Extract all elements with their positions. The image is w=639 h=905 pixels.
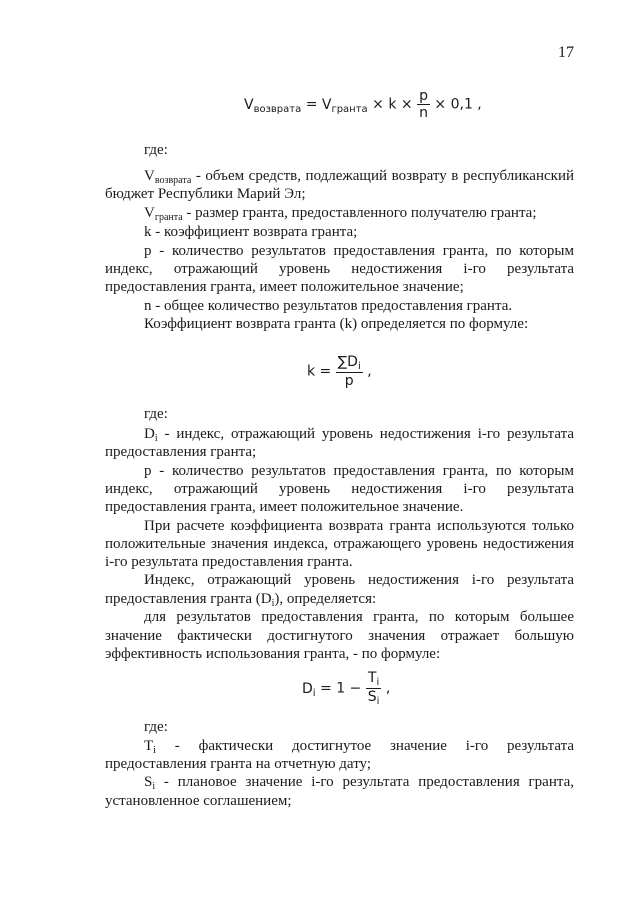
fraction-denominator: $S_i$ <box>367 689 380 707</box>
formula-d-lhs: $D_i$ <box>302 680 316 699</box>
def-p2-line3: предоставления гранта, имеет положительное значение. <box>105 499 464 515</box>
formula-multiplier: × k × <box>372 96 413 113</box>
def-k: k - коэффициент возврата гранта; <box>144 224 358 240</box>
para3-line3: эффективность использования гранта, - по формуле: <box>105 646 441 662</box>
k-intro: Коэффициент возврата гранта (k) определяется по формуле: <box>144 316 529 332</box>
def-s-line1: $S_i$ - плановое значение i-го результата предоставления гранта, <box>144 774 574 792</box>
def-p2-line2: индекс, отражающий уровень недостижения i-го результата <box>105 481 574 497</box>
def-p1-line3: предоставления гранта, имеет положительное значение; <box>105 279 464 295</box>
where-label-1: где: <box>144 142 168 158</box>
para1-line3: i-го результата предоставления гранта. <box>105 554 353 570</box>
formula-v-grant: $V_{гранта}$ <box>321 96 368 115</box>
def-d-line1: $D_i$ - индекс, отражающий уровень недостижения i-го результата <box>144 426 574 444</box>
para1-line2: положительные значения индекса, отражающего уровень недостижения <box>105 536 574 552</box>
equals-sign: = <box>305 96 318 113</box>
para2-line1: Индекс, отражающий уровень недостижения i-го результата <box>144 572 574 588</box>
def-p2-line1: p - количество результатов предоставления гранта, по которым <box>144 463 574 479</box>
fraction-denominator: p <box>336 372 363 389</box>
page-number: 17 <box>558 44 574 61</box>
def-v-grant: $V_{гранта}$ - размер гранта, предоставленного получателю гранта; <box>144 205 537 223</box>
def-v-return-line1: $V_{возврата}$ - объем средств, подлежащий возврату в республиканский <box>144 168 574 186</box>
fraction-denominator: n <box>417 104 430 121</box>
formula-lhs: $V_{возврата}$ <box>244 96 302 115</box>
def-t-line2: предоставления гранта на отчетную дату; <box>105 756 372 772</box>
formula-mid: = 1 − <box>320 680 362 697</box>
formula-k-lhs: k = <box>307 363 332 380</box>
formula-tail: , <box>367 363 372 380</box>
fraction-numerator: p <box>419 88 428 104</box>
para1-line1: При расчете коэффициента возврата гранта используются только <box>144 518 574 534</box>
para3-line2: значение фактически достигнутого значения отражает большую <box>105 628 574 644</box>
def-p1-line1: p - количество результатов предоставления гранта, по которым <box>144 243 574 259</box>
def-p1-line2: индекс, отражающий уровень недостижения i-го результата <box>105 261 574 277</box>
para2-line2: предоставления гранта $(D_i)$, определяется: <box>105 591 377 609</box>
def-s-line2: установленное соглашением; <box>105 793 292 809</box>
fraction-sum-d-over-p <box>336 354 363 389</box>
fraction-p-over-n <box>417 88 430 121</box>
fraction-numerator: $\sum D_i$ <box>337 354 361 372</box>
def-n: n - общее количество результатов предоставления гранта. <box>144 298 513 314</box>
def-v-return-line2: бюджет Республики Марий Эл; <box>105 186 306 202</box>
para3-line1: для результатов предоставления гранта, по которым большее <box>144 609 574 625</box>
formula-k <box>307 354 372 389</box>
formula-tail: , <box>385 680 391 697</box>
formula-d <box>302 670 390 707</box>
def-t-line1: $T_i$ - фактически достигнутое значение i-го результата <box>144 738 574 756</box>
fraction-t-over-s <box>366 670 382 707</box>
formula-return-volume <box>244 88 482 121</box>
def-d-line2: предоставления гранта; <box>105 444 257 460</box>
fraction-numerator: $T_i$ <box>367 670 380 688</box>
where-label-3: где: <box>144 719 168 735</box>
formula-tail: × 0,1 , <box>434 96 482 113</box>
where-label-2: где: <box>144 406 168 422</box>
